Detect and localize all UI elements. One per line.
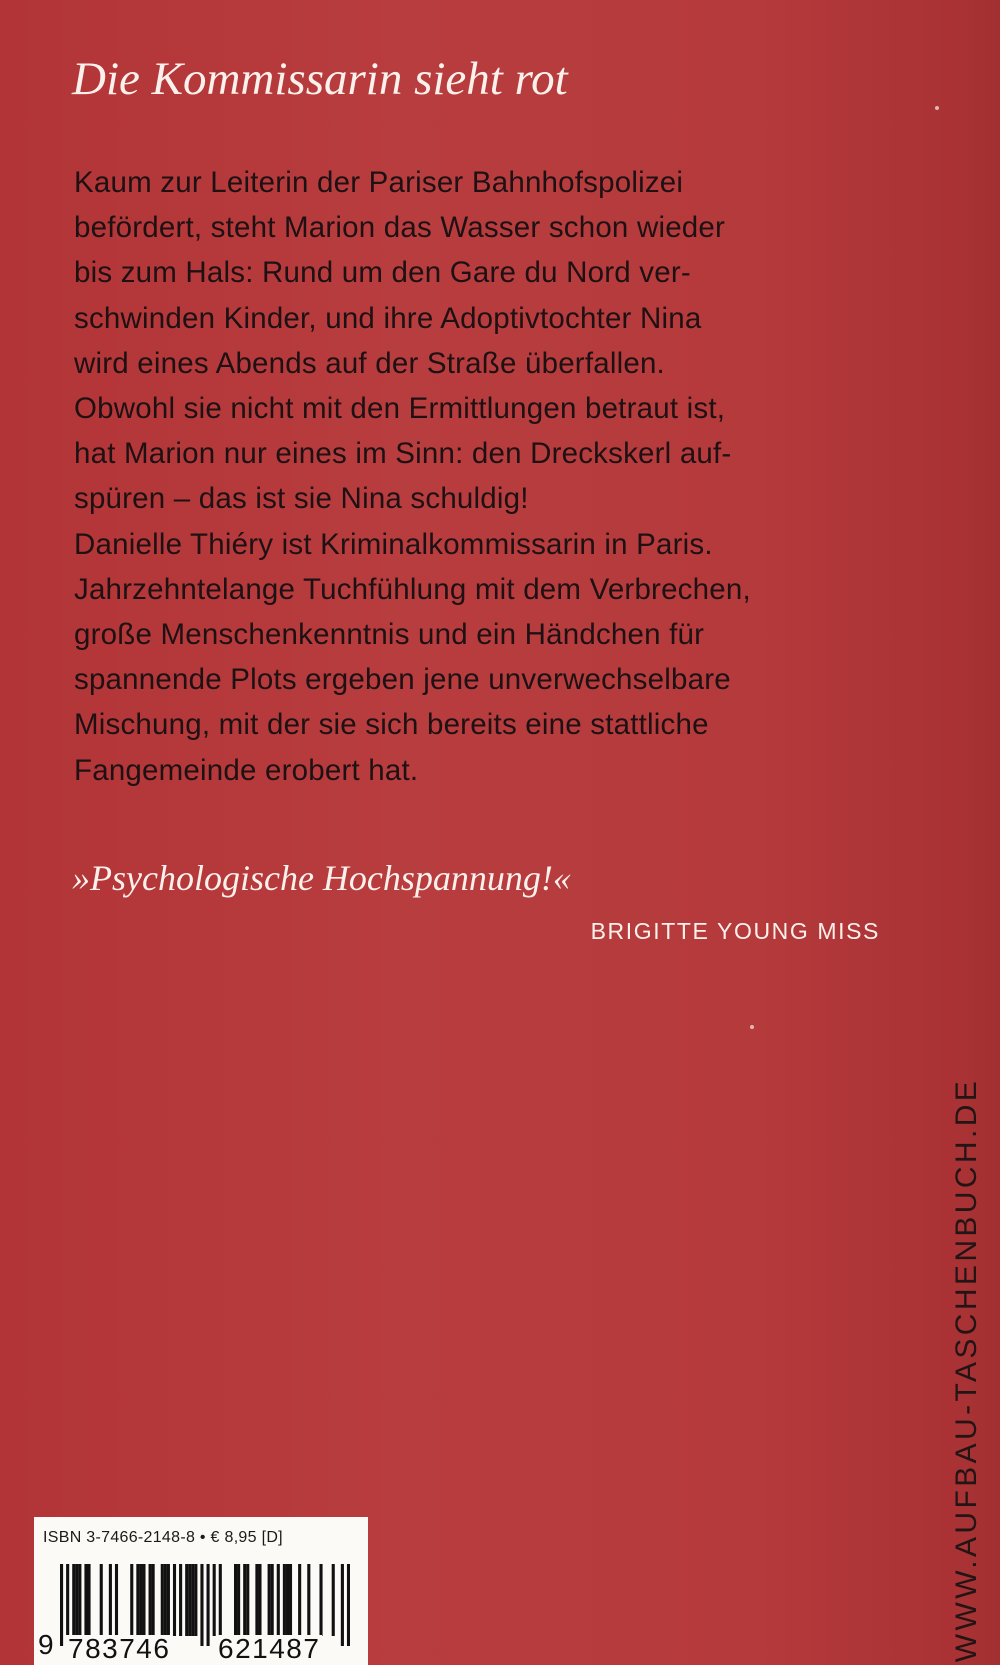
barcode-bar	[130, 1564, 133, 1636]
barcode-bar	[109, 1564, 112, 1636]
barcode-bar	[72, 1564, 75, 1636]
publisher-website: WWW.AUFBAU-TASCHENBUCH.DE	[950, 1077, 983, 1663]
review-source: BRIGITTE YOUNG MISS	[590, 918, 880, 944]
barcode-bar	[268, 1564, 271, 1636]
ean-digits-right: 621487	[218, 1633, 321, 1664]
barcode-bar	[87, 1564, 90, 1636]
barcode-bar	[286, 1564, 289, 1636]
barcode-bar	[191, 1564, 194, 1636]
blurb-line: bis zum Hals: Rund um den Gare du Nord ver-	[74, 256, 691, 290]
barcode-bar	[341, 1564, 344, 1646]
barcode-bar	[84, 1564, 87, 1636]
barcode-bar	[277, 1564, 280, 1636]
barcode-panel	[34, 1517, 368, 1665]
barcode-bar	[213, 1564, 216, 1636]
barcode-bar	[167, 1564, 170, 1636]
blurb-line: schwinden Kinder, und ihre Adoptivtochter Nina	[74, 301, 702, 335]
barcode-bar	[243, 1564, 246, 1636]
book-title: Die Kommissarin sieht rot	[72, 53, 568, 105]
blurb-line: wird eines Abends auf der Straße überfallen.	[74, 346, 665, 380]
barcode-bar	[161, 1564, 164, 1636]
barcode-bar	[188, 1564, 191, 1636]
barcode-bar	[271, 1564, 274, 1636]
barcode-bar	[194, 1564, 197, 1636]
barcode-bar	[136, 1564, 139, 1636]
barcode-bar	[283, 1564, 286, 1636]
author-bio-line: spannende Plots ergeben jene unverwechselbare	[74, 663, 731, 697]
barcode-bar	[347, 1564, 350, 1646]
barcode-bar	[152, 1564, 155, 1636]
print-speck	[750, 1025, 754, 1029]
barcode-bar	[142, 1564, 145, 1636]
barcode-bar	[219, 1564, 222, 1636]
author-bio-line: Fangemeinde erobert hat.	[74, 753, 419, 787]
barcode-bar	[185, 1564, 188, 1636]
barcode-bar	[319, 1564, 322, 1636]
barcode-bar	[237, 1564, 240, 1636]
blurb-line: spüren – das ist sie Nina schuldig!	[74, 482, 529, 516]
author-bio-line: Jahrzehntelange Tuchfühlung mit dem Verbrechen,	[74, 572, 751, 606]
barcode-bar	[100, 1564, 103, 1636]
barcode-bar	[234, 1564, 237, 1636]
blurb-line: Obwohl sie nicht mit den Ermittlungen betraut ist,	[74, 392, 726, 426]
barcode-bar	[298, 1564, 301, 1636]
barcode-bar	[60, 1564, 63, 1646]
barcode-bar	[179, 1564, 182, 1636]
author-bio-line: Danielle Thiéry ist Kriminalkommissarin in Paris.	[74, 527, 713, 561]
barcode-bar	[139, 1564, 142, 1636]
barcode-bar	[289, 1564, 292, 1636]
author-bio-line: Mischung, mit der sie sich bereits eine stattliche	[74, 708, 709, 742]
blurb-line: Kaum zur Leiterin der Pariser Bahnhofspolizei	[74, 166, 684, 199]
blurb-line: hat Marion nur eines im Sinn: den Dreckskerl auf-	[74, 437, 732, 471]
print-speck	[935, 106, 939, 110]
ean-digits-left: 783746	[68, 1633, 171, 1664]
isbn-price-line: ISBN 3-7466-2148-8 • € 8,95 [D]	[43, 1529, 283, 1546]
blurb-line: befördert, steht Marion das Wasser schon wieder	[74, 211, 726, 245]
barcode-bar	[200, 1564, 203, 1646]
barcode-bar	[307, 1564, 310, 1636]
barcode-bar	[164, 1564, 167, 1636]
barcode-bar	[258, 1564, 261, 1636]
barcode-bar	[149, 1564, 152, 1636]
author-bio-line: große Menschenkenntnis und ein Händchen für	[74, 618, 705, 652]
blurb-text	[74, 160, 874, 793]
barcode-bar	[75, 1564, 78, 1636]
barcode-bar	[332, 1564, 335, 1636]
review-quote: »Psychologische Hochspannung!«	[72, 858, 571, 898]
barcode-bar	[255, 1564, 258, 1636]
barcode-bar	[207, 1564, 210, 1646]
barcode-bar	[78, 1564, 81, 1636]
barcode-bar	[173, 1564, 176, 1636]
barcode-bar	[115, 1564, 118, 1636]
ean-first-digit: 9	[38, 1629, 54, 1660]
barcode-bar	[246, 1564, 249, 1636]
